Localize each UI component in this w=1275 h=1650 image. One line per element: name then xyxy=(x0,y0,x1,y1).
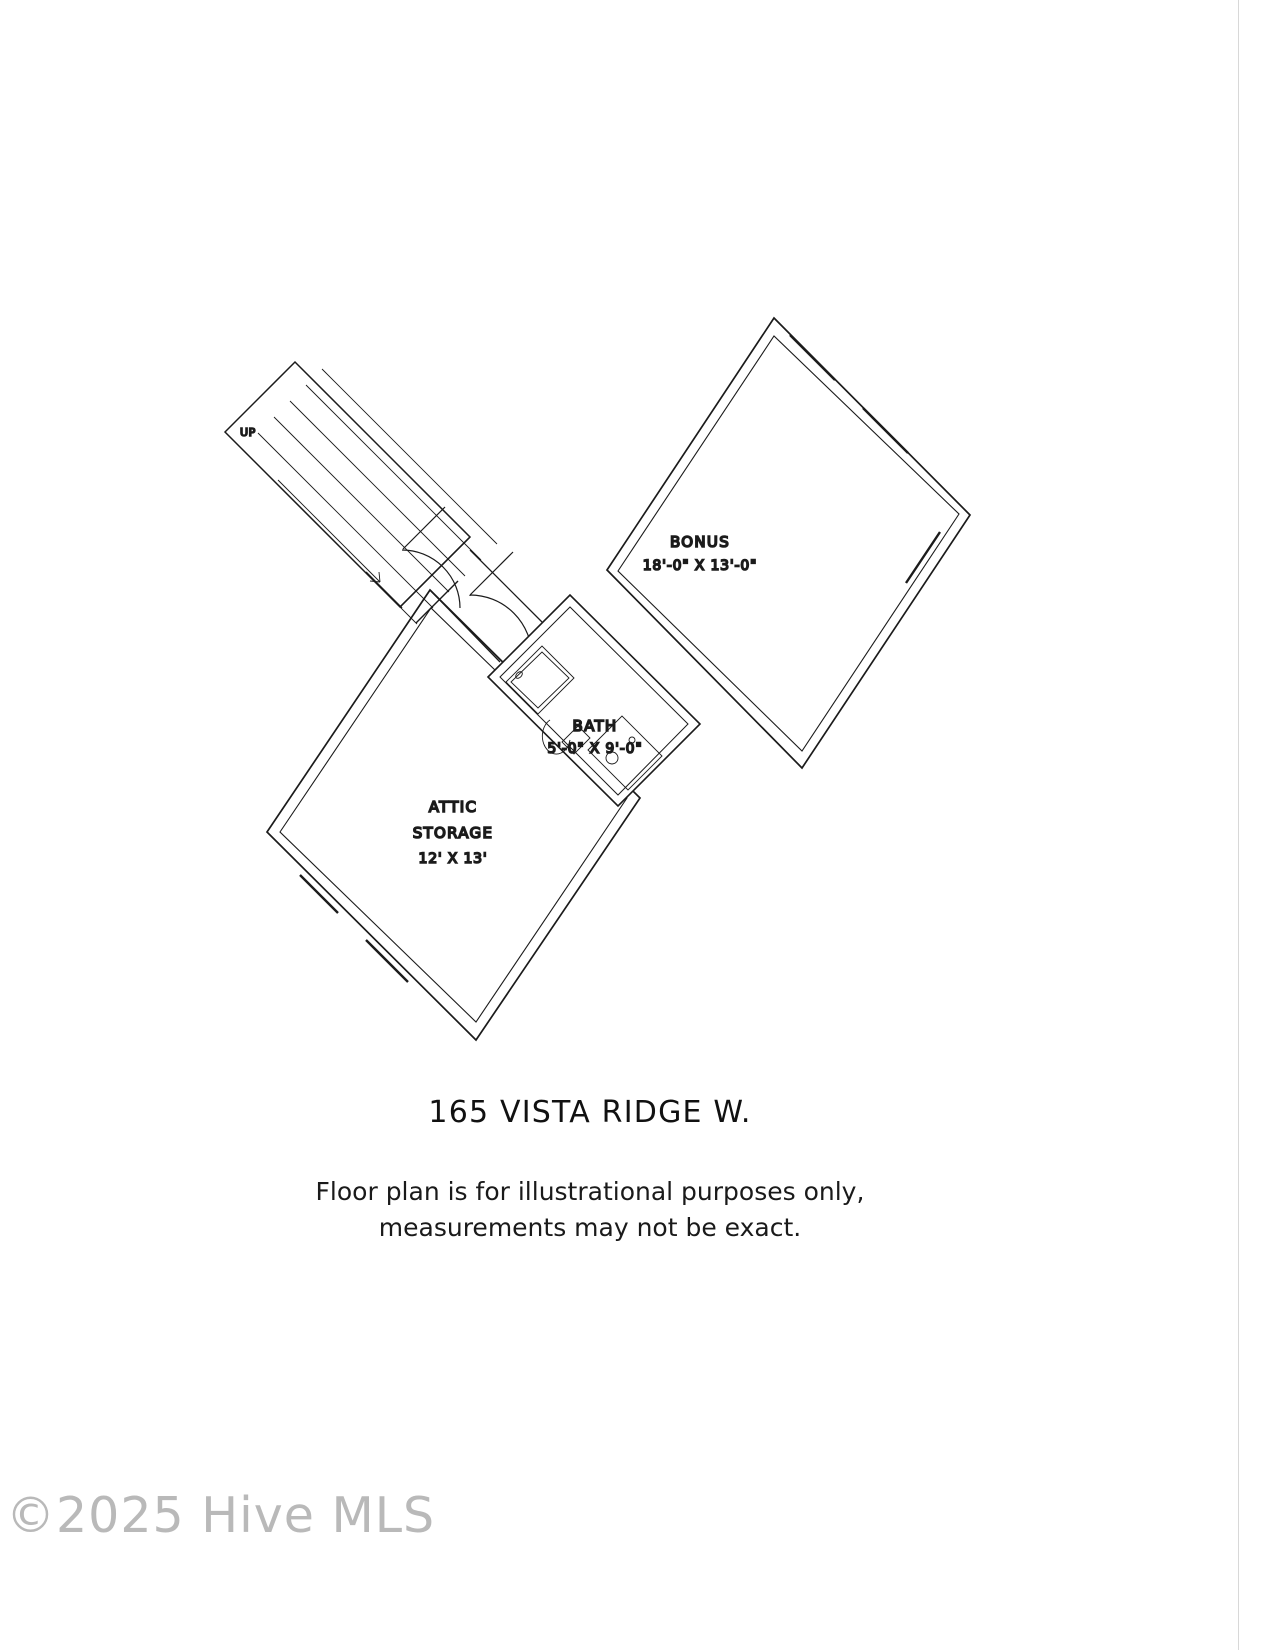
bath-room-label: BATH xyxy=(572,717,618,735)
bonus-room-dimensions: 18'-0" X 13'-0" xyxy=(642,558,758,574)
attic-storage-label-line2: STORAGE xyxy=(412,824,494,842)
stair-up-label: UP xyxy=(240,426,256,439)
disclaimer-line-2: measurements may not be exact. xyxy=(378,1213,802,1243)
caption-block xyxy=(0,1095,1180,1247)
stair-run xyxy=(225,362,497,624)
mls-watermark: ©2025 Hive MLS xyxy=(6,1487,436,1544)
bonus-room-label: BONUS xyxy=(669,533,731,551)
page-edge-line xyxy=(1238,0,1239,1650)
attic-storage-dimensions: 12' X 13' xyxy=(418,851,488,867)
disclaimer-line-1: Floor plan is for illustrational purposes only, xyxy=(315,1177,865,1206)
property-address: 165 VISTA RIDGE W. xyxy=(428,1095,752,1130)
floor-plan-drawing xyxy=(170,250,1050,1080)
attic-storage-label-line1: ATTIC xyxy=(428,798,478,816)
bath-room-dimensions: 5'-0" X 9'-0" xyxy=(547,741,643,757)
